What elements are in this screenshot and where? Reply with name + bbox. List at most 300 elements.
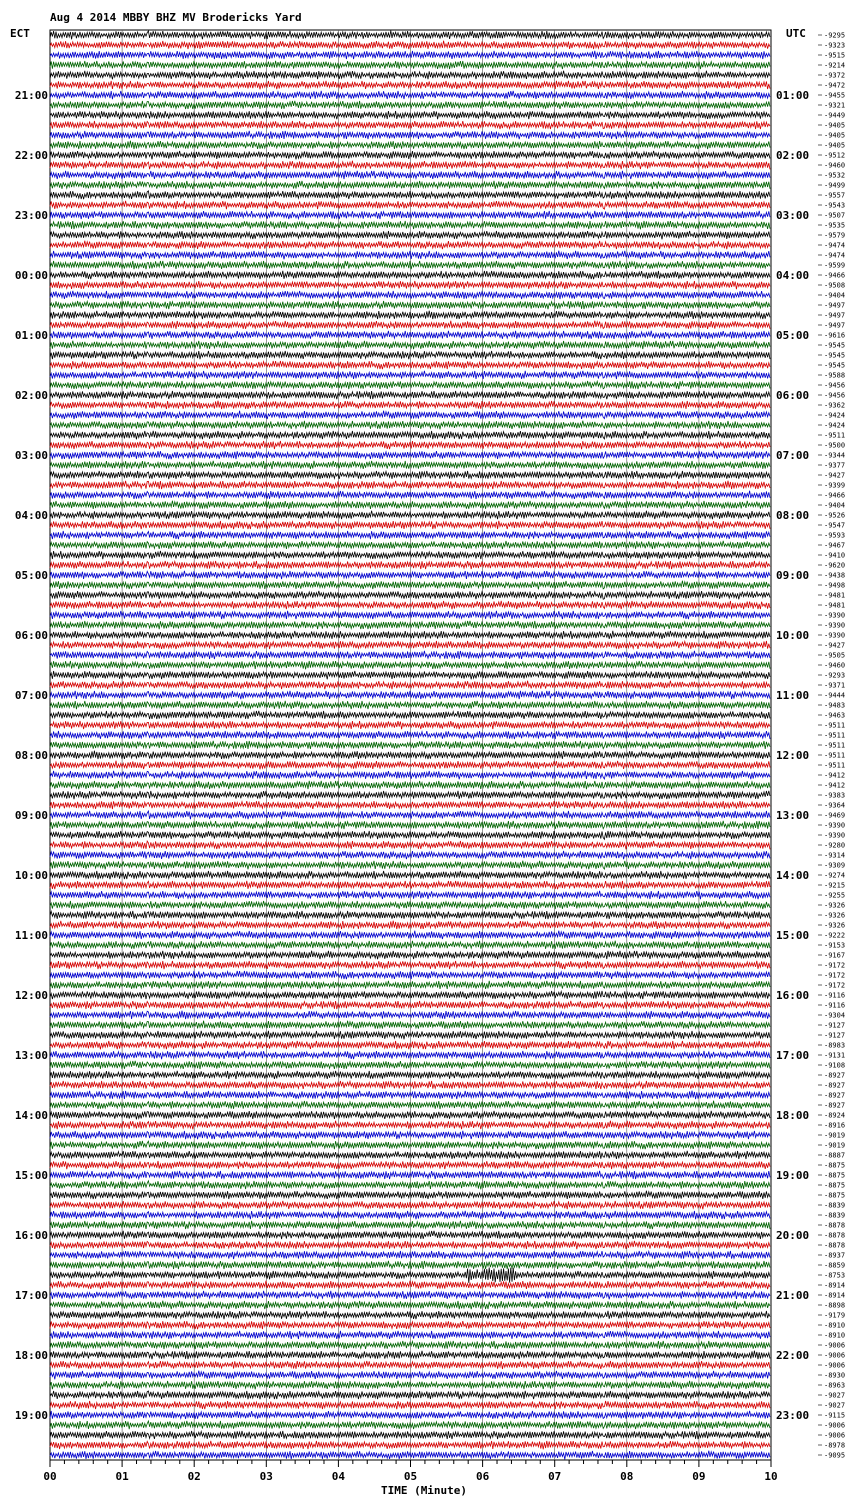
trace-line: [50, 731, 770, 739]
trace-line: [50, 721, 770, 729]
x-tick-label: 08: [620, 1470, 634, 1483]
trace-line: [50, 1221, 770, 1229]
trace-count: -9511: [824, 741, 846, 750]
trace-line: [50, 1201, 770, 1209]
trace-line: [50, 811, 770, 819]
trace-line: [50, 621, 770, 629]
trace-count: -9511: [824, 761, 846, 770]
trace-count: -9511: [824, 751, 846, 760]
trace-line: [50, 431, 770, 440]
x-tick-label: 06: [475, 1470, 490, 1483]
trace-count: -9390: [824, 821, 846, 830]
trace-line: [50, 791, 770, 799]
trace-count: -9466: [824, 271, 846, 280]
trace-count: -9505: [824, 651, 846, 660]
trace-count: -9131: [824, 1051, 846, 1060]
right-hour-label: 01:00: [776, 89, 810, 102]
trace-count: -8859: [824, 1261, 846, 1270]
right-hour-label: 14:00: [776, 869, 810, 882]
trace-count: -9460: [824, 661, 846, 670]
trace-count: -9116: [824, 1001, 846, 1010]
trace-count: -9372: [824, 71, 846, 80]
trace-line: [50, 1121, 770, 1130]
trace-count: -9399: [824, 481, 846, 490]
trace-line: [50, 891, 770, 899]
trace-line: [50, 931, 770, 939]
trace-count: -9019: [824, 1141, 846, 1150]
trace-count: -8753: [824, 1271, 846, 1280]
trace-count: -9460: [824, 161, 846, 170]
trace-count: -9481: [824, 591, 846, 600]
trace-count: -8878: [824, 1221, 846, 1230]
trace-line: [50, 681, 770, 690]
x-tick-label: 02: [187, 1470, 201, 1483]
trace-count: -9127: [824, 1031, 846, 1040]
trace-line: [50, 321, 770, 329]
trace-line: [50, 341, 770, 350]
trace-line: [50, 1281, 770, 1289]
trace-line: [50, 971, 770, 979]
trace-line: [50, 261, 770, 269]
trace-line: [50, 181, 770, 189]
trace-count: -8875: [824, 1171, 846, 1180]
trace-count: -9326: [824, 901, 846, 910]
trace-line: [50, 951, 770, 960]
trace-line: [50, 471, 770, 479]
trace-count: -8963: [824, 1381, 846, 1390]
trace-count: -8910: [824, 1331, 846, 1340]
trace-count: -9498: [824, 581, 846, 590]
trace-count: -9115: [824, 1411, 846, 1420]
trace-count: -9222: [824, 931, 846, 940]
trace-line: [50, 831, 770, 839]
trace-line: [50, 1291, 770, 1300]
left-hour-labels: [15, 89, 48, 1422]
trace-count: -9405: [824, 141, 846, 150]
trace-line: [50, 171, 770, 179]
trace-count: -9364: [824, 801, 846, 810]
right-hour-label: 15:00: [776, 929, 810, 942]
trace-line: [50, 921, 770, 929]
trace-line: [50, 941, 770, 950]
right-hour-label: 06:00: [776, 389, 810, 402]
trace-line: [50, 671, 770, 679]
trace-count: -9006: [824, 1351, 846, 1360]
trace-line: [50, 761, 770, 770]
left-hour-label: 10:00: [14, 869, 48, 882]
trace-line: [50, 741, 770, 749]
trace-line: [50, 121, 770, 129]
trace-count: -8927: [824, 1081, 846, 1090]
trace-line: [50, 1341, 770, 1349]
trace-line: [50, 711, 770, 719]
right-hour-label: 16:00: [776, 989, 810, 1002]
trace-line: [50, 1181, 770, 1190]
trace-count: -9500: [824, 441, 846, 450]
trace-count: -9511: [824, 731, 846, 740]
trace-count: -9167: [824, 951, 846, 960]
trace-line: [50, 571, 770, 580]
trace-line: [50, 31, 770, 40]
trace-line: [50, 851, 770, 859]
right-hour-label: 02:00: [776, 149, 810, 162]
trace-count: -9557: [824, 191, 846, 200]
trace-count: -8927: [824, 1071, 846, 1080]
trace-line: [50, 911, 770, 919]
trace-line: [50, 1031, 770, 1040]
trace-line: [50, 751, 770, 759]
trace-count: -8839: [824, 1211, 846, 1220]
trace-count: -8875: [824, 1191, 846, 1200]
x-tick-label: 04: [331, 1470, 346, 1483]
trace-line: [50, 1051, 770, 1059]
trace-count: -9172: [824, 981, 846, 990]
trace-count: -9526: [824, 511, 846, 520]
trace-line: [50, 1071, 770, 1079]
trace-line: [50, 521, 770, 529]
trace-line: [50, 901, 770, 909]
trace-line: [50, 1191, 770, 1200]
trace-line: [50, 501, 770, 509]
left-hour-label: 11:00: [14, 929, 48, 942]
trace-line: [50, 1261, 770, 1269]
trace-count: -9377: [824, 461, 846, 470]
trace-count: -9153: [824, 941, 846, 950]
trace-line: [50, 1411, 770, 1419]
trace-count: -9545: [824, 361, 846, 370]
right-hour-label: 04:00: [776, 269, 810, 282]
trace-count: -9412: [824, 771, 846, 780]
left-hour-label: 02:00: [14, 389, 48, 402]
right-hour-label: 10:00: [776, 629, 810, 642]
trace-count: -9390: [824, 631, 846, 640]
trace-line: [50, 91, 770, 99]
trace-count: -8978: [824, 1441, 846, 1450]
left-hour-label: 03:00: [14, 449, 48, 462]
trace-count: -9116: [824, 991, 846, 1000]
trace-line: [50, 1141, 770, 1149]
trace-line: [50, 1041, 770, 1049]
trace-count: -8916: [824, 1121, 846, 1130]
trace-count: -9295: [824, 31, 846, 40]
trace-count: -9427: [824, 471, 846, 480]
trace-line: [50, 281, 770, 289]
trace-count: -8910: [824, 1321, 846, 1330]
trace-count: -9472: [824, 81, 846, 90]
trace-count: -9620: [824, 561, 846, 570]
trace-count: -9474: [824, 241, 846, 250]
left-hour-label: 19:00: [14, 1409, 48, 1422]
trace-line: [50, 781, 770, 789]
trace-line: [50, 191, 770, 199]
trace-count: -9463: [824, 711, 846, 720]
trace-count: -8937: [824, 1251, 846, 1260]
left-hour-label: 09:00: [14, 809, 48, 822]
trace-line: [50, 491, 770, 499]
trace-line: [50, 531, 770, 539]
trace-line: [50, 1161, 770, 1169]
trace-count: -8898: [824, 1301, 846, 1310]
trace-count: -9274: [824, 871, 846, 880]
right-hour-label: 21:00: [776, 1289, 810, 1302]
trace-count: -9532: [824, 171, 846, 180]
trace-count: -9497: [824, 311, 846, 320]
trace-line: [50, 131, 770, 139]
trace-count: -9255: [824, 891, 846, 900]
trace-line: [50, 581, 770, 590]
trace-count: -9362: [824, 401, 846, 410]
trace-count: -9427: [824, 641, 846, 650]
trace-count: -9497: [824, 321, 846, 330]
trace-count: -9321: [824, 101, 846, 110]
trace-line: [50, 1231, 770, 1239]
trace-count: -9511: [824, 721, 846, 730]
x-axis-label: TIME (Minute): [380, 1484, 468, 1497]
trace-line: [50, 311, 770, 319]
trace-line: [50, 1101, 770, 1109]
trace-count: -9599: [824, 261, 846, 270]
trace-count: -9405: [824, 121, 846, 130]
trace-count: -9323: [824, 41, 846, 50]
left-hour-label: 01:00: [14, 329, 48, 342]
trace-line: [50, 551, 770, 559]
right-hour-label: 17:00: [776, 1049, 810, 1062]
trace-line: [50, 201, 770, 209]
trace-line: [50, 151, 770, 159]
trace-line: [50, 1361, 770, 1369]
trace-line: [50, 101, 770, 109]
left-hour-label: 13:00: [14, 1049, 48, 1062]
trace-count: -9006: [824, 1431, 846, 1440]
trace-count: -9344: [824, 451, 846, 460]
trace-count: -9543: [824, 201, 846, 210]
x-tick-label: 05: [403, 1470, 418, 1483]
left-hour-label: 17:00: [14, 1289, 48, 1302]
left-hour-label: 14:00: [14, 1109, 48, 1122]
trace-count: -9027: [824, 1401, 846, 1410]
trace-count: -9547: [824, 521, 846, 530]
trace-count: -9593: [824, 531, 846, 540]
right-hour-label: 18:00: [776, 1109, 810, 1122]
trace-count: -9579: [824, 231, 846, 240]
trace-count: -9095: [824, 1451, 846, 1460]
trace-count: -9309: [824, 861, 846, 870]
trace-count: -9280: [824, 841, 846, 850]
trace-count: -9483: [824, 701, 846, 710]
trace-line: [50, 241, 770, 250]
trace-count: -9405: [824, 131, 846, 140]
trace-line: [50, 351, 770, 359]
trace-line: [50, 801, 770, 809]
right-hour-label: 07:00: [776, 449, 810, 462]
trace-line: [50, 541, 770, 549]
trace-line: [50, 231, 770, 239]
trace-count: -9172: [824, 971, 846, 980]
left-hour-label: 08:00: [14, 749, 48, 762]
x-tick-label: 03: [259, 1470, 273, 1483]
trace-line: [50, 441, 770, 449]
trace-count: -8875: [824, 1181, 846, 1190]
trace-count: -9293: [824, 671, 846, 680]
trace-line: [50, 371, 770, 379]
left-hour-label: 07:00: [14, 689, 48, 702]
trace-line: [50, 1061, 770, 1069]
left-hour-label: 15:00: [14, 1169, 48, 1182]
trace-count: -9455: [824, 91, 846, 100]
trace-line: [50, 141, 770, 149]
left-hour-label: 05:00: [14, 569, 48, 582]
trace-count: -9390: [824, 621, 846, 630]
trace-count: -9214: [824, 61, 846, 70]
trace-line: [50, 1241, 770, 1249]
trace-line: [50, 421, 770, 430]
trace-count: -9616: [824, 331, 846, 340]
trace-line: [50, 611, 770, 619]
trace-count-labels: [818, 32, 845, 1460]
trace-line: [50, 1371, 770, 1380]
trace-line: [50, 981, 770, 989]
trace-count: -9474: [824, 251, 846, 260]
trace-line: [50, 271, 770, 279]
trace-line: [50, 301, 770, 309]
trace-line: [50, 461, 770, 469]
trace-count: -9006: [824, 1341, 846, 1350]
trace-count: -9108: [824, 1061, 846, 1070]
right-hour-label: 13:00: [776, 809, 810, 822]
trace-count: -9314: [824, 851, 846, 860]
trace-line: [50, 1111, 770, 1120]
trace-count: -9424: [824, 411, 846, 420]
trace-line: [50, 291, 770, 299]
left-hour-label: 00:00: [14, 269, 48, 282]
trace-count: -8878: [824, 1231, 846, 1240]
trace-line: [50, 331, 770, 339]
trace-line: [50, 211, 770, 219]
trace-count: -9469: [824, 811, 846, 820]
trace-line: [50, 961, 770, 969]
trace-line: [50, 401, 770, 409]
trace-line: [50, 1381, 770, 1390]
x-tick-label: 00: [43, 1470, 57, 1483]
trace-line: [50, 51, 770, 59]
left-hour-label: 21:00: [14, 89, 48, 102]
trace-count: -9499: [824, 181, 846, 190]
right-hour-label: 12:00: [776, 749, 810, 762]
trace-line: [50, 1081, 770, 1089]
trace-line: [50, 161, 770, 170]
x-tick-label: 09: [692, 1470, 706, 1483]
trace-line: [50, 1021, 770, 1029]
trace-count: -9507: [824, 211, 846, 220]
trace-line: [50, 61, 770, 69]
trace-count: -9515: [824, 51, 846, 60]
trace-line: [50, 1251, 770, 1259]
trace-count: -9326: [824, 921, 846, 930]
left-hour-label: 06:00: [14, 629, 48, 642]
trace-line: [50, 511, 770, 520]
trace-line: [50, 71, 770, 80]
x-tick-label: 10: [764, 1470, 778, 1483]
trace-count: -8930: [824, 1371, 846, 1380]
trace-line: [50, 221, 770, 229]
seismic-traces: [50, 31, 770, 1460]
trace-count: -9588: [824, 371, 846, 380]
trace-line: [50, 561, 770, 569]
trace-count: -8927: [824, 1091, 846, 1100]
trace-line: [50, 771, 770, 780]
right-hour-label: 11:00: [776, 689, 810, 702]
trace-line: [50, 81, 770, 90]
trace-count: -9127: [824, 1021, 846, 1030]
trace-line: [50, 691, 770, 700]
trace-count: -9467: [824, 541, 846, 550]
trace-count: -9172: [824, 961, 846, 970]
trace-line: [50, 1391, 770, 1399]
trace-line: [50, 1441, 770, 1450]
x-axis: [43, 1460, 777, 1483]
trace-count: -8927: [824, 1101, 846, 1110]
trace-count: -9545: [824, 341, 846, 350]
trace-line: [50, 1011, 770, 1019]
trace-count: -9512: [824, 151, 846, 160]
left-hour-label: 18:00: [14, 1349, 48, 1362]
trace-count: -8983: [824, 1041, 846, 1050]
trace-line: [50, 1091, 770, 1099]
trace-count: -9412: [824, 781, 846, 790]
trace-line: [50, 251, 770, 260]
trace-count: -9371: [824, 681, 846, 690]
trace-count: -9304: [824, 1011, 846, 1020]
trace-count: -8924: [824, 1111, 846, 1120]
trace-count: -9404: [824, 291, 846, 300]
trace-line: [50, 1401, 770, 1409]
right-hour-label: 08:00: [776, 509, 810, 522]
trace-count: -8875: [824, 1161, 846, 1170]
trace-count: -8914: [824, 1281, 846, 1290]
trace-line: [50, 1001, 770, 1009]
trace-count: -9511: [824, 431, 846, 440]
trace-line: [50, 41, 770, 49]
trace-count: -9456: [824, 391, 846, 400]
trace-count: -9179: [824, 1311, 846, 1320]
right-hour-label: 23:00: [776, 1409, 810, 1422]
right-hour-label: 03:00: [776, 209, 810, 222]
trace-line: [50, 1421, 770, 1429]
trace-line: [50, 1431, 770, 1439]
trace-line: [50, 601, 770, 610]
trace-count: -9215: [824, 881, 846, 890]
plot-title: Aug 4 2014 MBBY BHZ MV Brodericks Yard: [50, 11, 302, 24]
right-hour-label: 05:00: [776, 329, 810, 342]
trace-line: [50, 1321, 770, 1329]
trace-line: [50, 661, 770, 669]
trace-count: -9390: [824, 611, 846, 620]
right-hour-label: 22:00: [776, 1349, 810, 1362]
trace-count: -8839: [824, 1201, 846, 1210]
trace-count: -9027: [824, 1391, 846, 1400]
right-hour-labels: [776, 89, 809, 1422]
left-hour-label: 04:00: [14, 509, 48, 522]
trace-count: -9006: [824, 1421, 846, 1430]
trace-count: -9456: [824, 381, 846, 390]
trace-count: -9481: [824, 601, 846, 610]
trace-count: -9404: [824, 501, 846, 510]
left-timezone-label: ECT: [10, 27, 30, 40]
trace-count: -9326: [824, 911, 846, 920]
trace-line: [50, 1211, 770, 1220]
right-hour-label: 09:00: [776, 569, 810, 582]
left-hour-label: 16:00: [14, 1229, 48, 1242]
